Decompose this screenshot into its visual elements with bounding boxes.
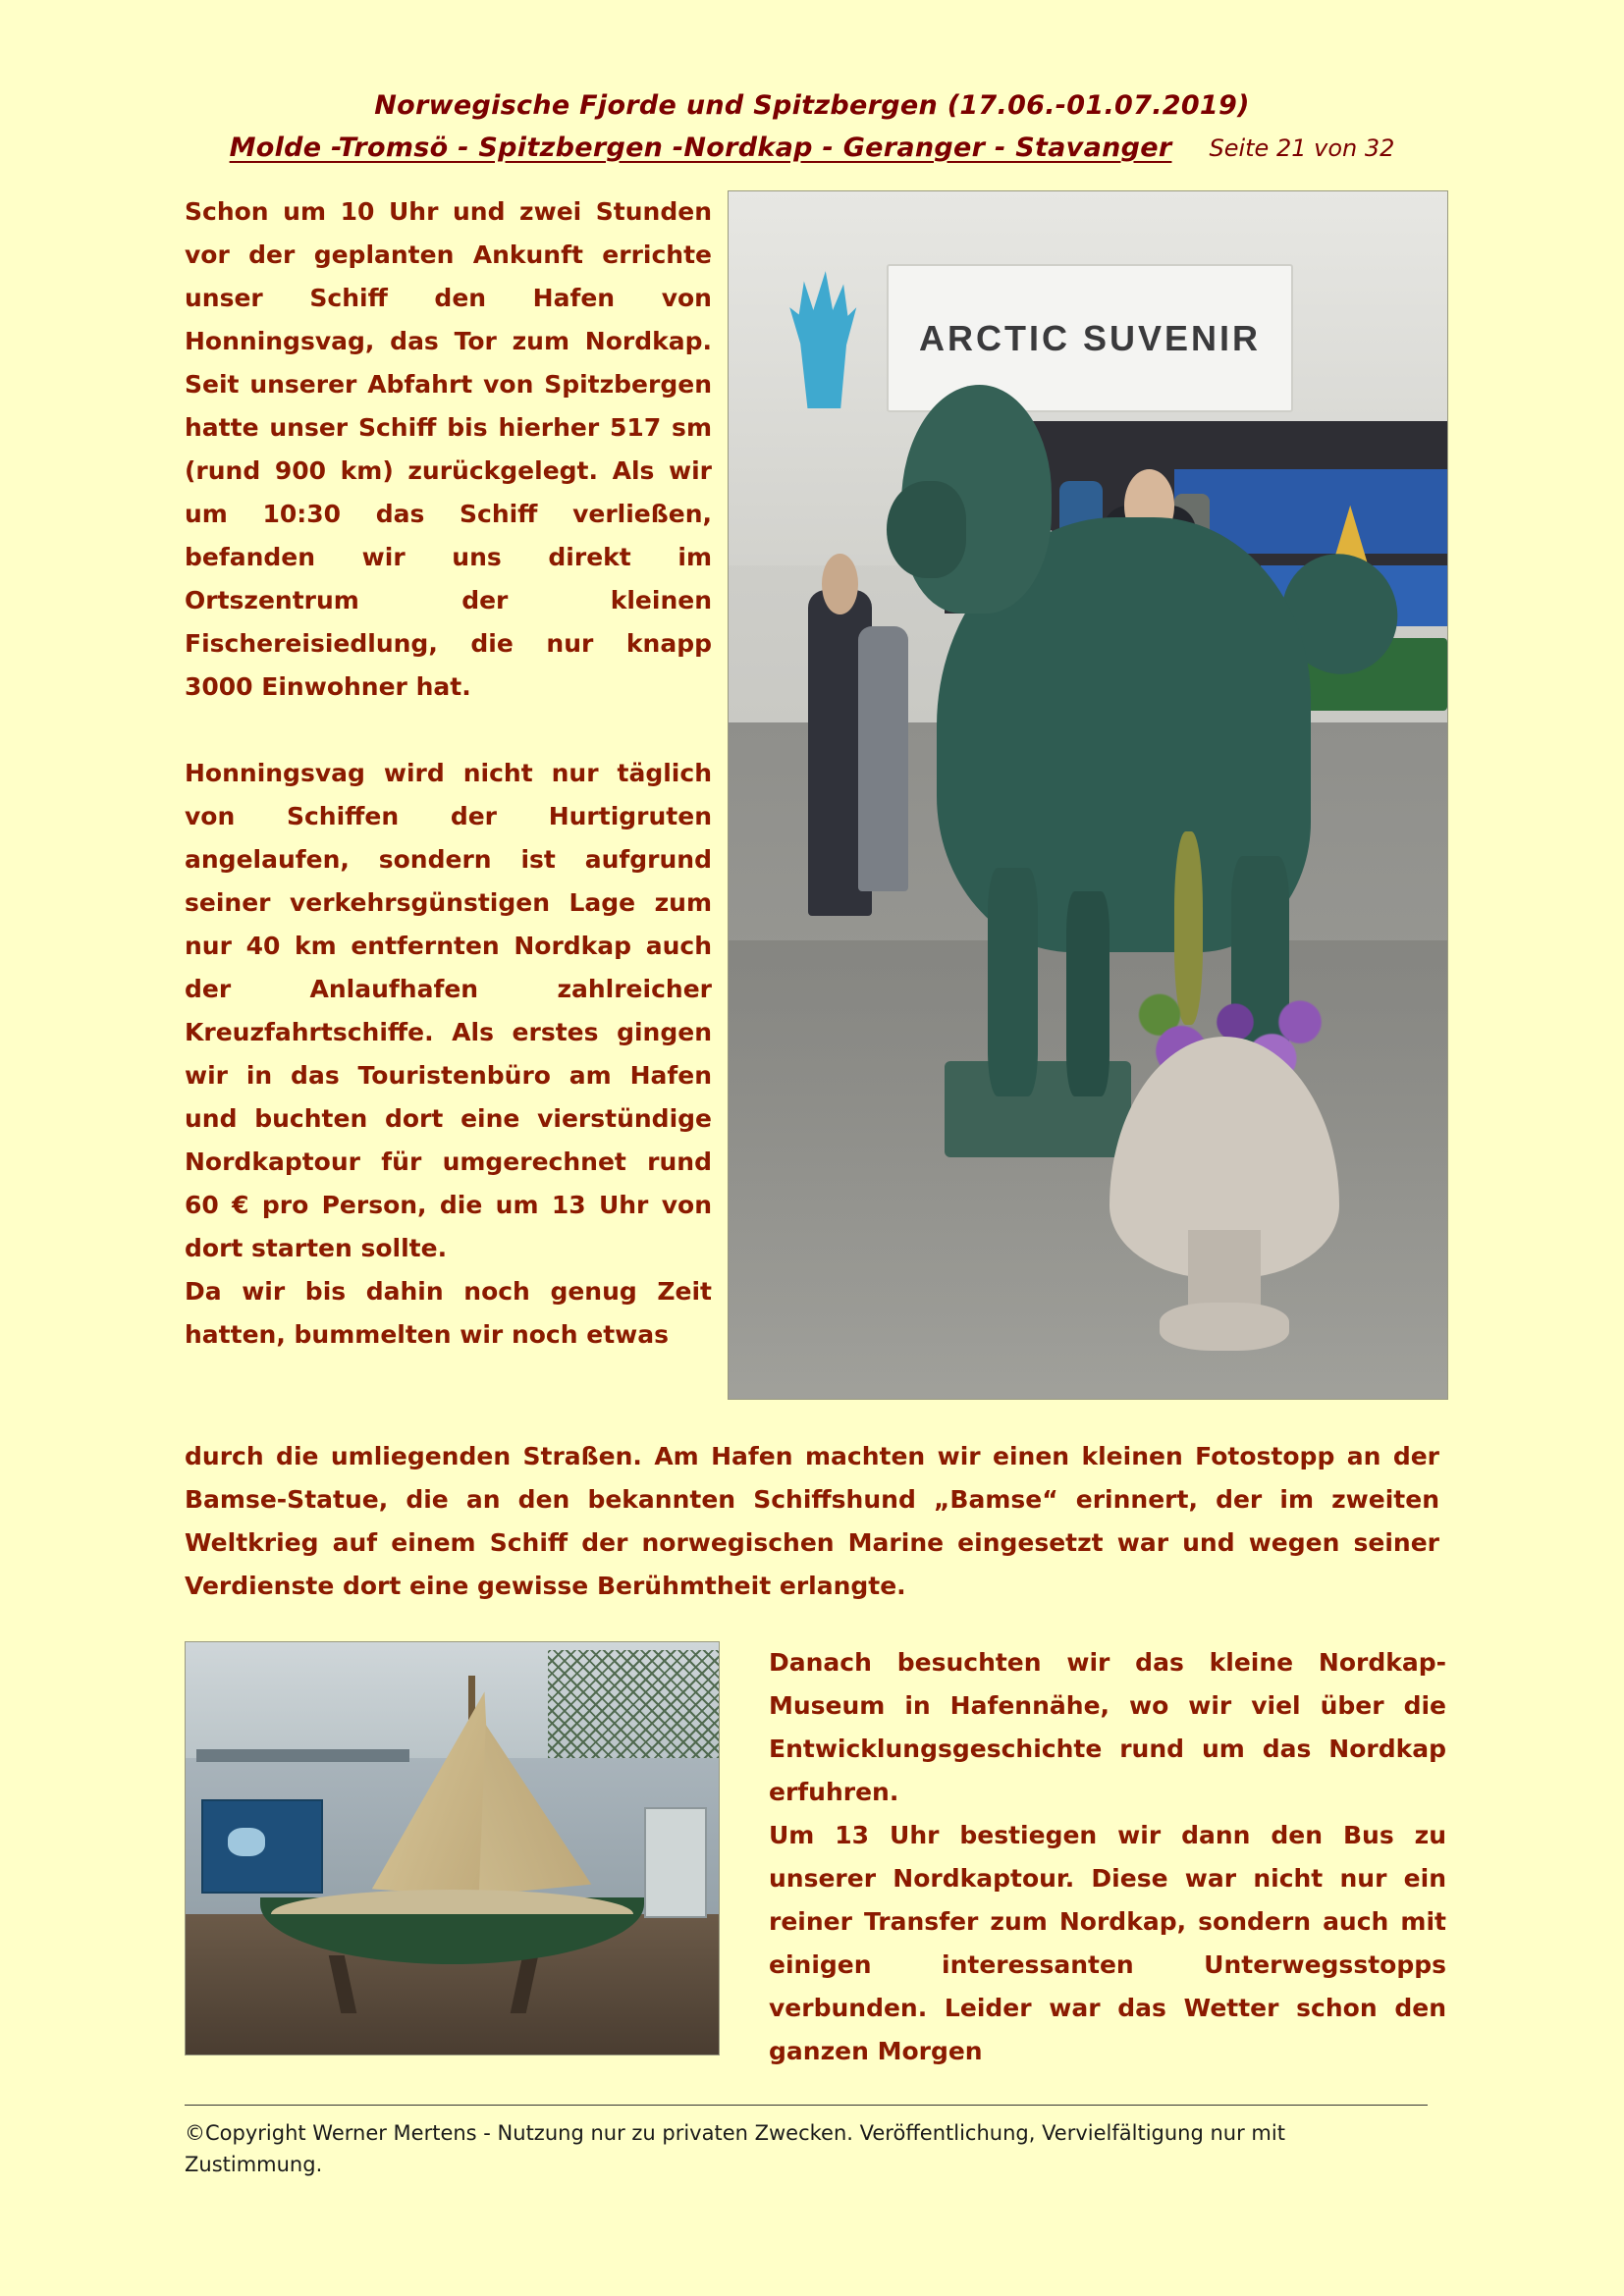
right-text-column <box>769 1641 1446 2073</box>
upper-block <box>185 190 1439 1429</box>
page-footer <box>185 2105 1439 2180</box>
left-text-column <box>185 190 712 1357</box>
photo1-person-2 <box>858 626 908 892</box>
page-number-label: Seite 21 von 32 <box>1209 134 1395 162</box>
paragraph-5: Danach besuchten wir das kleine Nordkap-Museum in Hafennähe, wo wir viel über die Entwicklungsgeschichte rund um das Nordkap erfuhren. <box>769 1648 1446 1806</box>
footer-divider <box>185 2105 1428 2106</box>
header-subline <box>0 133 1624 163</box>
paragraph-2: Honningsvag wird nicht nur täglich von Schiffen der Hurtigruten angelaufen, sondern ist aufgrund seiner verkehrsgünstigen Lage zum nur 40 km entfernten Nordkap auch der Anlaufhafen zahlreicher Kreuzfahrtschiffe. Als erstes gingen wir in das Touristenbüro am Hafen und buchten dort eine vierstündige Nordkaptour für umgerechnet rund 60 € pro Person, die um 13 Uhr von dort starten sollte. <box>185 759 712 1262</box>
main-content <box>185 190 1446 2065</box>
photo2-fishing-net <box>548 1650 719 1757</box>
route-line: Molde -Tromsö - Spitzbergen -Nordkap - Geranger - Stavanger <box>229 133 1172 163</box>
photo2-door <box>644 1807 707 1918</box>
paragraph-6: Um 13 Uhr bestiegen wir dann den Bus zu unserer Nordkaptour. Diese war nicht nur ein reiner Transfer zum Nordkap, sondern auch mit einigen interessanten Unterwegsstopps verbunden. Leider war das Wetter schon den ganzen Morgen <box>769 1821 1446 2065</box>
photo1-shop-sign <box>887 264 1293 413</box>
paragraph-3: Da wir bis dahin noch genug Zeit hatten, bummelten wir noch etwas <box>185 1277 712 1349</box>
paragraph-1: Schon um 10 Uhr und zwei Stunden vor der geplanten Ankunft errichte unser Schiff den Hafen von Honningsvag, das Tor zum Nordkap. Seit unserer Abfahrt von Spitzbergen hatte unser Schiff bis hierher 517 sm (rund 900 km) zurückgelegt. Als wir um 10:30 das Schiff verließen, befanden wir uns direkt im Ortszentrum der kleinen Fischereisiedlung, die nur knapp 3000 Einwohner hat. <box>185 197 712 701</box>
stone-planter-base <box>1160 1303 1289 1351</box>
document-title: Norwegische Fjorde und Spitzbergen (17.06.-01.07.2019) <box>374 90 1250 121</box>
statue-dog-snout <box>887 481 966 577</box>
photo1-person-1-head <box>822 554 858 614</box>
photo-bamse-statue <box>728 190 1448 1400</box>
photo2-railing <box>196 1749 409 1762</box>
photo2-map-island <box>228 1828 265 1856</box>
statue-dog-leg-2 <box>1066 891 1110 1096</box>
shop-sign-text: ARCTIC SUVENIR <box>918 317 1261 358</box>
lower-block <box>185 1641 1446 2065</box>
paragraph-4: durch die umliegenden Straßen. Am Hafen machten wir einen kleinen Fotostopp an der Bamse-Statue, die an den bekannten Schiffshund „Bamse“ erinnert, der im zweiten Weltkrieg auf einem Schiff der norwegischen Marine eingesetzt war und wegen seiner Verdienste dort eine gewisse Berühmtheit erlangte. <box>185 1442 1439 1600</box>
page-header <box>0 0 1624 163</box>
photo-nordkap-museum <box>185 1641 720 2056</box>
stone-planter-stem <box>1188 1230 1260 1314</box>
copyright-text: ©Copyright Werner Mertens - Nutzung nur zu privaten Zwecken. Veröffentlichung, Vervielfältigung nur mit Zustimmung. <box>185 2121 1285 2176</box>
statue-dog-leg-1 <box>988 868 1038 1097</box>
